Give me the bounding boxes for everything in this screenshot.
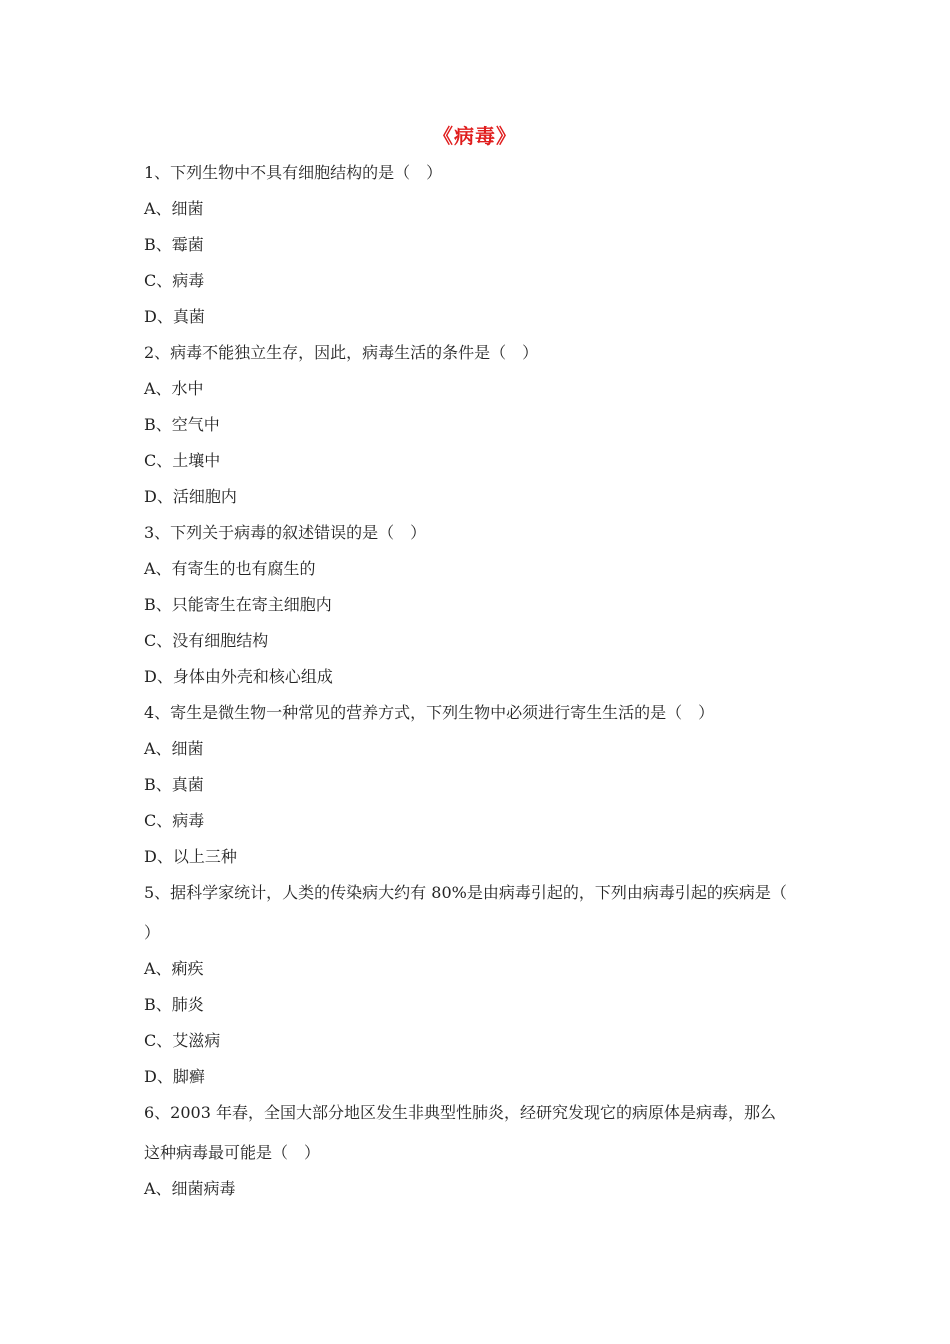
document-title: 《病毒》 xyxy=(433,124,517,148)
question-6-stem-line-2: 这种病毒最可能是（ ） xyxy=(144,1143,321,1162)
question-1-option-a: A、细菌 xyxy=(144,199,204,218)
question-3-option-b: B、只能寄生在寄主细胞内 xyxy=(144,595,332,614)
question-6-stem-line-1: 6、2003 年春，全国大部分地区发生非典型性肺炎，经研究发现它的病原体是病毒，那么 xyxy=(144,1103,776,1122)
question-3-stem: 3、下列关于病毒的叙述错误的是（ ） xyxy=(144,523,427,542)
question-1-option-c: C、病毒 xyxy=(144,271,205,290)
question-3-option-c: C、没有细胞结构 xyxy=(144,631,269,650)
question-5-option-a: A、痢疾 xyxy=(144,959,204,978)
question-2-stem: 2、病毒不能独立生存，因此，病毒生活的条件是（ ） xyxy=(144,343,539,362)
question-4-stem: 4、寄生是微生物一种常见的营养方式，下列生物中必须进行寄生生活的是（ ） xyxy=(144,703,715,722)
question-1-stem: 1、下列生物中不具有细胞结构的是（ ） xyxy=(144,163,443,182)
question-4-option-a: A、细菌 xyxy=(144,739,204,758)
question-4-option-d: D、以上三种 xyxy=(144,847,237,866)
question-5-option-d: D、脚癣 xyxy=(144,1067,205,1086)
question-5-stem-line-1: 5、据科学家统计，人类的传染病大约有 80%是由病毒引起的，下列由病毒引起的疾病是（ xyxy=(144,883,787,902)
question-5-option-b: B、肺炎 xyxy=(144,995,204,1014)
question-3-option-d: D、身体由外壳和核心组成 xyxy=(144,667,333,686)
question-5-stem-line-2: ） xyxy=(144,923,161,942)
question-1-option-d: D、真菌 xyxy=(144,307,205,326)
question-1-option-b: B、霉菌 xyxy=(144,235,204,254)
question-4-option-b: B、真菌 xyxy=(144,775,204,794)
question-4-option-c: C、病毒 xyxy=(144,811,205,830)
question-2-option-c: C、土壤中 xyxy=(144,451,221,470)
question-2-option-a: A、水中 xyxy=(144,379,204,398)
question-2-option-b: B、空气中 xyxy=(144,415,220,434)
question-3-option-a: A、有寄生的也有腐生的 xyxy=(144,559,316,578)
question-5-option-c: C、艾滋病 xyxy=(144,1031,221,1050)
question-2-option-d: D、活细胞内 xyxy=(144,487,237,506)
question-6-option-a: A、细菌病毒 xyxy=(144,1179,236,1198)
